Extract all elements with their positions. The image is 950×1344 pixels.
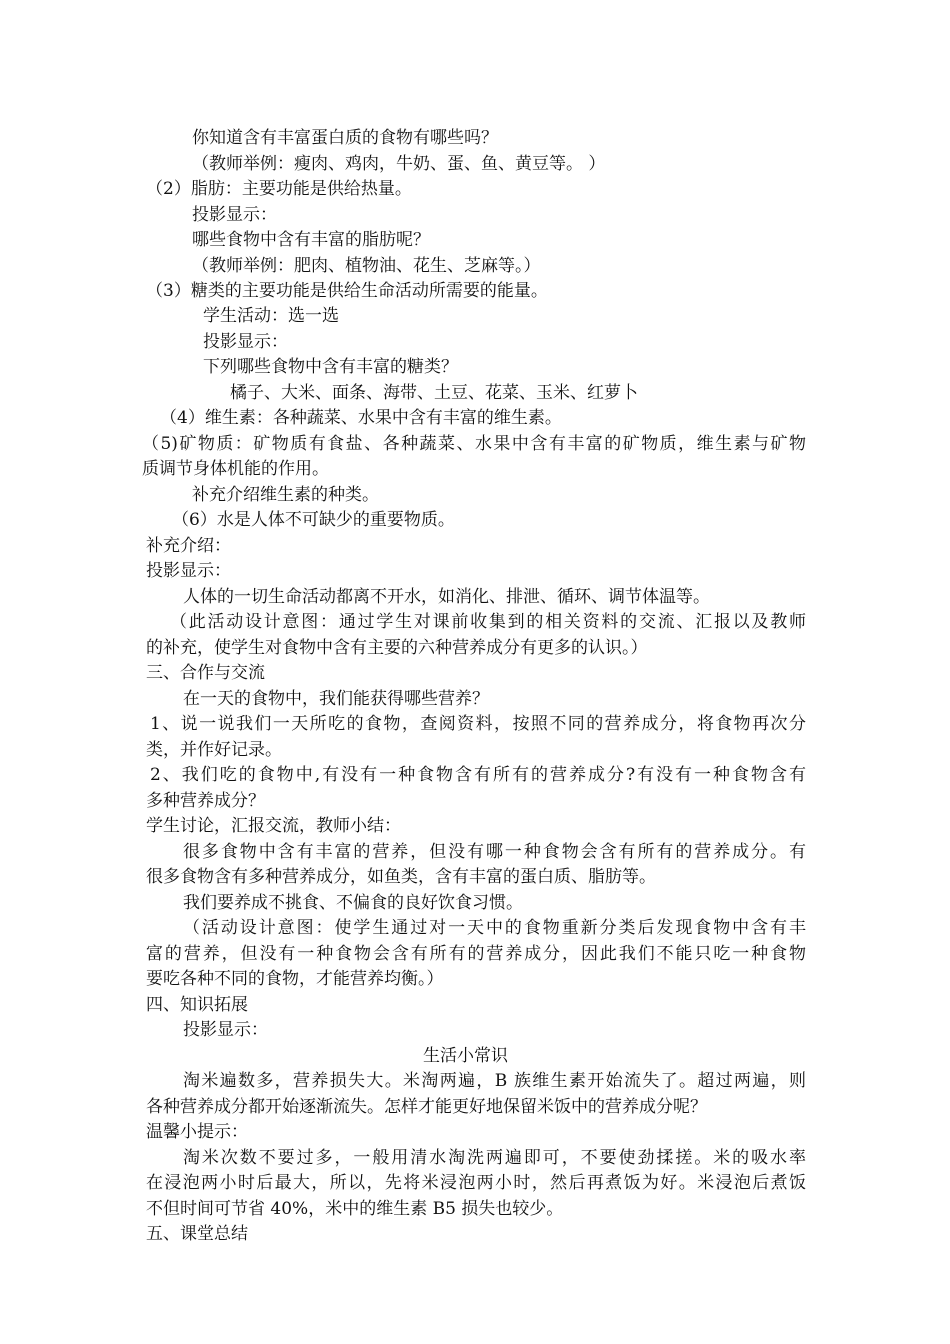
- text-line: 投影显示：: [192, 205, 277, 225]
- section-heading: 四、知识拓展: [146, 995, 248, 1015]
- text-line: 淘米遍数多，营养损失大。米淘两遍，B 族维生素开始流失了。超过两遍，则: [183, 1071, 806, 1091]
- text-line: （6）水是人体不可缺少的重要物质。: [172, 510, 455, 530]
- text-line: 的补充，使学生对食物中含有主要的六种营养成分有更多的认识。）: [146, 638, 648, 658]
- text-line: （教师举例：瘦肉、鸡肉，牛奶、蛋、鱼、黄豆等。 ）: [192, 154, 606, 174]
- text-line: 学生活动：选一选: [203, 306, 339, 326]
- text-line: （教师举例：肥肉、植物油、花生、芝麻等。）: [192, 256, 541, 276]
- text-line: 2、我们吃的食物中,有没有一种食物含有所有的营养成分?有没有一种食物含有: [150, 765, 806, 785]
- text-line: 很多食物含有多种营养成分，如鱼类，含有丰富的蛋白质、脂肪等。: [146, 867, 656, 887]
- text-line: 1、说一说我们一天所吃的食物，查阅资料，按照不同的营养成分，将食物再次分: [150, 714, 806, 734]
- text-line: 我们要养成不挑食、不偏食的良好饮食习惯。: [183, 893, 523, 913]
- text-line: 淘米次数不要过多，一般用清水淘洗两遍即可，不要使劲揉搓。米的吸水率: [183, 1148, 806, 1168]
- text-line: 类，并作好记录。: [146, 740, 282, 760]
- section-heading: 五、课堂总结: [146, 1224, 248, 1244]
- text-line: 富的营养，但没有一种食物会含有所有的营养成分，因此我们不能只吃一种食物: [146, 944, 806, 964]
- text-line: 质调节身体机能的作用。: [142, 459, 329, 479]
- text-line: （此活动设计意图：通过学生对课前收集到的相关资料的交流、汇报以及教师: [170, 612, 806, 632]
- text-line: 补充介绍：: [146, 536, 231, 556]
- subsection-title: 生活小常识: [423, 1046, 508, 1066]
- text-line: 学生讨论，汇报交流，教师小结：: [146, 816, 401, 836]
- text-line: （活动设计意图：使学生通过对一天中的食物重新分类后发现食物中含有丰: [183, 918, 806, 938]
- text-line: 投影显示：: [183, 1020, 268, 1040]
- text-line: 要吃各种不同的食物，才能营养均衡。）: [146, 969, 444, 989]
- text-line: 人体的一切生命活动都离不开水，如消化、排泄、循环、调节体温等。: [183, 587, 710, 607]
- text-line: （2）脂肪：主要功能是供给热量。: [146, 179, 412, 199]
- text-line: 哪些食物中含有丰富的脂肪呢？: [192, 230, 430, 250]
- text-line: 温馨小提示：: [146, 1122, 248, 1142]
- text-line: 投影显示：: [146, 561, 231, 581]
- text-line: 投影显示：: [203, 332, 288, 352]
- section-heading: 三、合作与交流: [146, 663, 265, 683]
- text-line: 补充介绍维生素的种类。: [192, 485, 379, 505]
- text-line: 下列哪些食物中含有丰富的糖类？: [203, 357, 458, 377]
- text-line: （3）糖类的主要功能是供给生命活动所需要的能量。: [146, 281, 548, 301]
- text-line: 在一天的食物中，我们能获得哪些营养？: [183, 689, 489, 709]
- text-line: （5)矿物质：矿物质有食盐、各种蔬菜、水果中含有丰富的矿物质，维生素与矿物: [142, 434, 806, 454]
- text-line: （4）维生素：各种蔬菜、水果中含有丰富的维生素。: [160, 408, 562, 428]
- text-line: 在浸泡两小时后最大，所以，先将米浸泡两小时，然后再煮饭为好。米浸泡后煮饭: [146, 1173, 806, 1193]
- text-line: 你知道含有丰富蛋白质的食物有哪些吗？: [192, 128, 498, 148]
- text-line: 很多食物中含有丰富的营养，但没有哪一种食物会含有所有的营养成分。有: [183, 842, 806, 862]
- text-line: 橘子、大米、面条、海带、土豆、花菜、玉米、红萝卜: [230, 383, 638, 403]
- text-line: 不但时间可节省 40%，米中的维生素 B5 损失也较少。: [146, 1199, 564, 1219]
- text-line: 各种营养成分都开始逐渐流失。怎样才能更好地保留米饭中的营养成分呢？: [146, 1097, 707, 1117]
- text-line: 多种营养成分？: [146, 791, 265, 811]
